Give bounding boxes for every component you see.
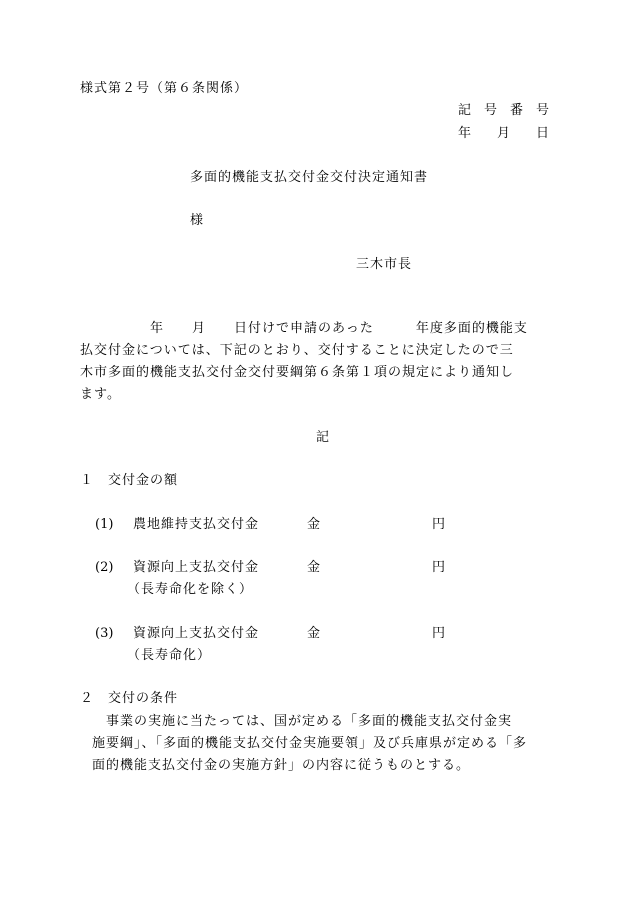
item-en: 円	[432, 560, 446, 575]
condition-line: 施要綱」、「多面的機能支払交付金実施要領」及び兵庫県が定める「多	[92, 736, 528, 751]
issue-date: 年 月 日	[458, 126, 550, 141]
item-number: (3)	[95, 626, 114, 641]
item-en: 円	[432, 517, 446, 532]
ki-heading: 記	[316, 430, 330, 445]
item-note: （長寿命化）	[127, 648, 212, 663]
condition-line: 面的機能支払交付金の実施方針」の内容に従うものとする。	[92, 758, 471, 773]
item-name: 資源向上支払交付金	[133, 560, 260, 575]
item-name: 農地維持支払交付金	[133, 517, 260, 532]
item-kin: 金	[307, 560, 321, 575]
notice-body	[80, 318, 580, 406]
document-title: 多面的機能支払交付金交付決定通知書	[190, 170, 429, 185]
body-line: ます。	[80, 387, 121, 402]
form-number: 様式第２号（第６条関係）	[80, 81, 249, 96]
item-note: （長寿命化を除く）	[127, 582, 254, 597]
body-line: 払交付金については、下記のとおり、交付することに決定したので三	[80, 343, 514, 358]
body-line: 年 月 日付けで申請のあった 年度多面的機能支	[80, 321, 528, 336]
issuer: 三木市長	[356, 257, 413, 272]
reference-number: 記 号 番 号	[458, 103, 550, 118]
condition-line: 事業の実施に当たっては、国が定める「多面的機能支払交付金実	[92, 714, 513, 729]
conditions-body	[92, 711, 582, 777]
section2-heading: ２ 交付の条件	[80, 691, 179, 706]
item-kin: 金	[307, 626, 321, 641]
item-kin: 金	[307, 517, 321, 532]
item-number: (1)	[95, 517, 114, 532]
item-en: 円	[432, 626, 446, 641]
item-number: (2)	[95, 560, 114, 575]
addressee-suffix: 様	[190, 213, 204, 228]
section1-heading: １ 交付金の額	[80, 473, 179, 488]
item-name: 資源向上支払交付金	[133, 626, 260, 641]
body-line: 木市多面的機能支払交付金交付要綱第６条第１項の規定により通知し	[80, 365, 515, 380]
